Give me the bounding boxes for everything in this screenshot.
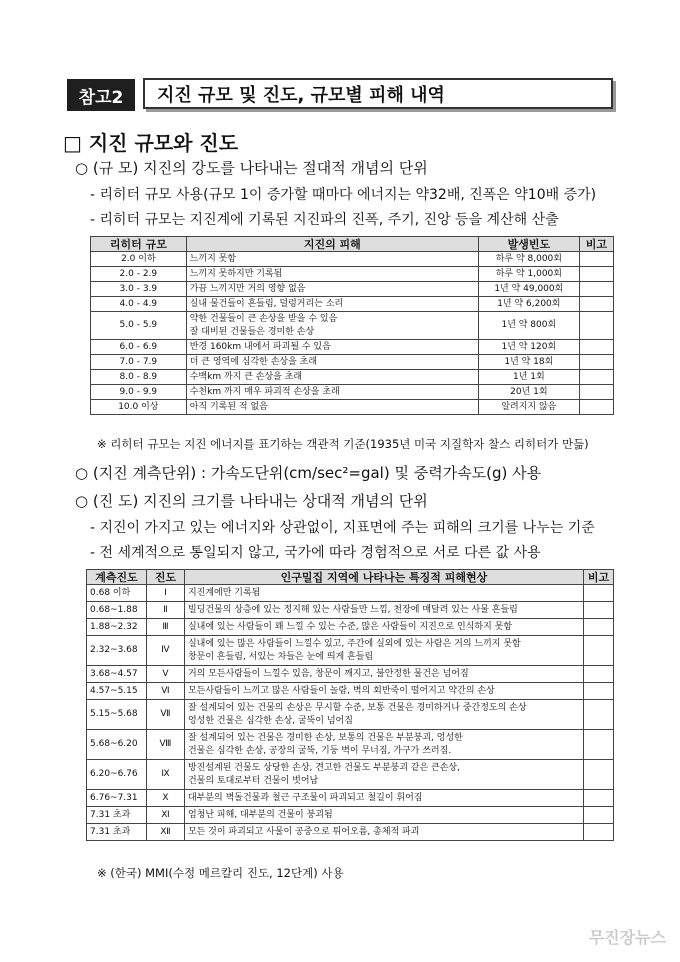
- table-cell: 2.0 - 2.9: [91, 267, 187, 282]
- table-cell: 5.68~6.20: [87, 730, 147, 760]
- table-cell: 6.20~6.76: [87, 760, 147, 790]
- table-row: [91, 267, 614, 282]
- table-cell: 2.0 이하: [91, 252, 187, 267]
- measure-heading: [75, 462, 541, 483]
- table-cell: 7.0 - 7.9: [91, 355, 187, 370]
- table-cell: [584, 760, 614, 790]
- table-cell: Ⅺ: [146, 807, 184, 824]
- table-row: [91, 252, 614, 267]
- table-cell: Ⅳ: [146, 636, 184, 666]
- section-title: □ 지진 규모와 진도: [63, 131, 239, 155]
- table-cell: 5.15~5.68: [87, 700, 147, 730]
- column-header: 인구밀집 지역에 나타나는 특징적 피해현상: [184, 570, 583, 585]
- table-cell: 느끼지 못하지만 기록됨: [186, 267, 478, 282]
- table-cell: Ⅹ: [146, 790, 184, 807]
- table-row: [87, 619, 614, 636]
- table-cell: 10.0 이상: [91, 400, 187, 415]
- table-cell: [579, 267, 613, 282]
- table-cell: [584, 824, 614, 841]
- table-row: [87, 807, 614, 824]
- table-cell: [584, 636, 614, 666]
- column-header: 리히터 규모: [91, 237, 187, 252]
- table-cell: [584, 730, 614, 760]
- table-cell: 지진계에만 기록됨: [184, 585, 583, 602]
- table-row: [91, 370, 614, 385]
- table-row: [91, 355, 614, 370]
- table-cell: 약한 건물들이 큰 손상을 받을 수 있음 잘 대비된 건물들은 경미한 손상: [186, 312, 478, 340]
- column-header: 계측진도: [87, 570, 147, 585]
- table-header-row: [91, 237, 614, 252]
- table-cell: 8.0 - 8.9: [91, 370, 187, 385]
- table-row: [87, 585, 614, 602]
- table-cell: [579, 370, 613, 385]
- table-cell: [579, 297, 613, 312]
- magnitude-line: (규 모) 지진의 강도를 나타내는 절대적 개념의 단위: [92, 159, 428, 177]
- table-cell: 잘 설계되어 있는 건물의 손상은 무시할 수준, 보통 건물은 경미하거나 중간정도의 손상 엉성한 건물은 심각한 손상, 굴뚝이 넘어짐: [184, 700, 583, 730]
- table-row: [91, 385, 614, 400]
- table-cell: 7.31 초과: [87, 824, 147, 841]
- table-cell: [579, 355, 613, 370]
- table-cell: 6.0 - 6.9: [91, 340, 187, 355]
- table-cell: 가끔 느끼지만 거의 영향 없음: [186, 282, 478, 297]
- table-row: [87, 730, 614, 760]
- table-cell: [579, 400, 613, 415]
- table-cell: 1.88~2.32: [87, 619, 147, 636]
- column-header: 발생빈도: [478, 237, 579, 252]
- table-cell: [584, 683, 614, 700]
- table-cell: Ⅲ: [146, 619, 184, 636]
- magnitude-note: ※ 리히터 규모는 지진 에너지를 표기하는 객관적 기준(1935년 미국 지질학자 찰스 리히터가 만듦): [97, 437, 589, 451]
- table-row: [87, 790, 614, 807]
- column-header: 진도: [146, 570, 184, 585]
- table-row: [91, 400, 614, 415]
- table-cell: 방진설계된 건물도 상당한 손상, 견고한 건물도 부분붕괴 같은 큰손상, 건물의 토대로부터 건물이 벗어남: [184, 760, 583, 790]
- magnitude-table: [90, 236, 614, 415]
- magnitude-sub1: - 리히터 규모 사용(규모 1이 증가할 때마다 에너지는 약32배, 진폭은 약10배 증가): [90, 187, 597, 203]
- table-cell: [584, 602, 614, 619]
- table-row: [91, 297, 614, 312]
- table-cell: 5.0 - 5.9: [91, 312, 187, 340]
- table-row: [91, 312, 614, 340]
- measure-line: (지진 계측단위) : 가속도단위(cm/sec²=gal) 및 중력가속도(g) 사용: [92, 464, 542, 482]
- table-cell: 모든 것이 파괴되고 사물이 공중으로 튀어오름, 총체적 파괴: [184, 824, 583, 841]
- intensity-line: (진 도) 지진의 크기를 나타내는 상대적 개념의 단위: [92, 492, 428, 510]
- table-cell: 2.32~3.68: [87, 636, 147, 666]
- table-cell: 모든사람들이 느끼고 많은 사람들이 놀람, 벽의 회반죽이 떨어지고 약간의 손상: [184, 683, 583, 700]
- table-cell: 알려지지 않음: [478, 400, 579, 415]
- table-cell: Ⅱ: [146, 602, 184, 619]
- table-cell: 수백km 까지 큰 손상을 초래: [186, 370, 478, 385]
- table-cell: 더 큰 영역에 심각한 손상을 초래: [186, 355, 478, 370]
- table-cell: 엄청난 피해, 대부분의 건물이 붕괴됨: [184, 807, 583, 824]
- table-cell: 대부분의 벽돌건물과 철근 구조물이 파괴되고 철길이 휘어짐: [184, 790, 583, 807]
- magnitude-heading: [75, 157, 428, 178]
- table-cell: 4.0 - 4.9: [91, 297, 187, 312]
- intensity-sub2: - 전 세계적으로 통일되지 않고, 국가에 따라 경험적으로 서로 다른 값 사용: [90, 545, 541, 561]
- table-cell: [579, 385, 613, 400]
- table-cell: 3.68~4.57: [87, 666, 147, 683]
- table-cell: 4.57~5.15: [87, 683, 147, 700]
- table-cell: 수천km 까지 매우 파괴적 손상을 초래: [186, 385, 478, 400]
- intensity-table: [86, 569, 614, 841]
- watermark: 무진장뉴스: [588, 928, 666, 947]
- table-cell: [584, 700, 614, 730]
- table-cell: [579, 252, 613, 267]
- table-cell: 6.76~7.31: [87, 790, 147, 807]
- table-cell: 0.68 이하: [87, 585, 147, 602]
- magnitude-sub2: - 리히터 규모는 지진계에 기록된 지진파의 진폭, 주기, 진앙 등을 계산해 산출: [90, 212, 559, 228]
- table-cell: 1년 약 6,200회: [478, 297, 579, 312]
- table-row: [87, 666, 614, 683]
- table-cell: [579, 282, 613, 297]
- table-row: [87, 602, 614, 619]
- table-cell: 20년 1회: [478, 385, 579, 400]
- table-cell: 3.0 - 3.9: [91, 282, 187, 297]
- table-cell: Ⅰ: [146, 585, 184, 602]
- table-cell: [579, 312, 613, 340]
- table-cell: Ⅸ: [146, 760, 184, 790]
- table-cell: 하루 약 1,000회: [478, 267, 579, 282]
- table-cell: 하루 약 8,000회: [478, 252, 579, 267]
- table-row: [87, 760, 614, 790]
- table-cell: 0.68~1.88: [87, 602, 147, 619]
- table-cell: [584, 666, 614, 683]
- table-cell: [584, 807, 614, 824]
- table-cell: 반경 160km 내에서 파괴될 수 있음: [186, 340, 478, 355]
- table-cell: 실내에 있는 사람들이 꽤 느낄 수 있는 수준, 많은 사람들이 지진으로 인식하지 못함: [184, 619, 583, 636]
- table-row: [87, 700, 614, 730]
- table-cell: 1년 1회: [478, 370, 579, 385]
- table-cell: [584, 790, 614, 807]
- table-cell: [584, 585, 614, 602]
- table-cell: 9.0 - 9.9: [91, 385, 187, 400]
- bullet-circle: ○: [75, 492, 89, 510]
- reference-tag: 참고2: [67, 79, 135, 111]
- table-row: [87, 636, 614, 666]
- table-cell: 느끼지 못함: [186, 252, 478, 267]
- table-row: [91, 282, 614, 297]
- table-cell: Ⅵ: [146, 683, 184, 700]
- table-cell: 빌딩건물의 상층에 있는 정지해 있는 사람들만 느낌, 천장에 매달려 있는 사물 흔들림: [184, 602, 583, 619]
- table-header-row: [87, 570, 614, 585]
- table-cell: 1년 약 120회: [478, 340, 579, 355]
- table-row: [91, 340, 614, 355]
- table-cell: Ⅷ: [146, 730, 184, 760]
- table-cell: 실내에 있는 많은 사람들이 느낄수 있고, 주간에 실외에 있는 사람은 거의 느끼지 못함 창문이 흔들림, 서있는 차들은 눈에 띄게 흔들림: [184, 636, 583, 666]
- table-cell: 7.31 초과: [87, 807, 147, 824]
- table-cell: 아직 기록된 적 없음: [186, 400, 478, 415]
- table-cell: 1년 약 18회: [478, 355, 579, 370]
- table-cell: Ⅶ: [146, 700, 184, 730]
- table-cell: 1년 약 800회: [478, 312, 579, 340]
- bullet-circle: ○: [75, 464, 89, 482]
- table-cell: 잘 설계되어 있는 건물은 경미한 손상, 보통의 건물은 부분붕괴, 엉성한 건물은 심각한 손상, 공장의 굴뚝, 기둥 벽이 무너짐, 가구가 쓰러짐.: [184, 730, 583, 760]
- table-cell: 실내 물건들이 흔들림, 덜렁거리는 소리: [186, 297, 478, 312]
- table-cell: 1년 약 49,000회: [478, 282, 579, 297]
- column-header: 비고: [584, 570, 614, 585]
- intensity-heading: [75, 490, 428, 511]
- intensity-note: ※ (한국) MMI(수정 메르칼리 진도, 12단계) 사용: [97, 866, 344, 880]
- table-row: [87, 683, 614, 700]
- column-header: 비고: [579, 237, 613, 252]
- column-header: 지진의 피해: [186, 237, 478, 252]
- table-cell: 거의 모든사람들이 느낄수 있음, 창문이 깨지고, 불안정한 물건은 넘어짐: [184, 666, 583, 683]
- table-cell: [579, 340, 613, 355]
- bullet-circle: ○: [75, 159, 89, 177]
- intensity-sub1: - 지진이 가지고 있는 에너지와 상관없이, 지표면에 주는 피해의 크기를 나누는 기준: [90, 520, 595, 536]
- table-cell: [584, 619, 614, 636]
- table-row: [87, 824, 614, 841]
- table-cell: Ⅻ: [146, 824, 184, 841]
- page-title: 지진 규모 및 진도, 규모별 피해 내역: [143, 78, 613, 109]
- table-cell: Ⅴ: [146, 666, 184, 683]
